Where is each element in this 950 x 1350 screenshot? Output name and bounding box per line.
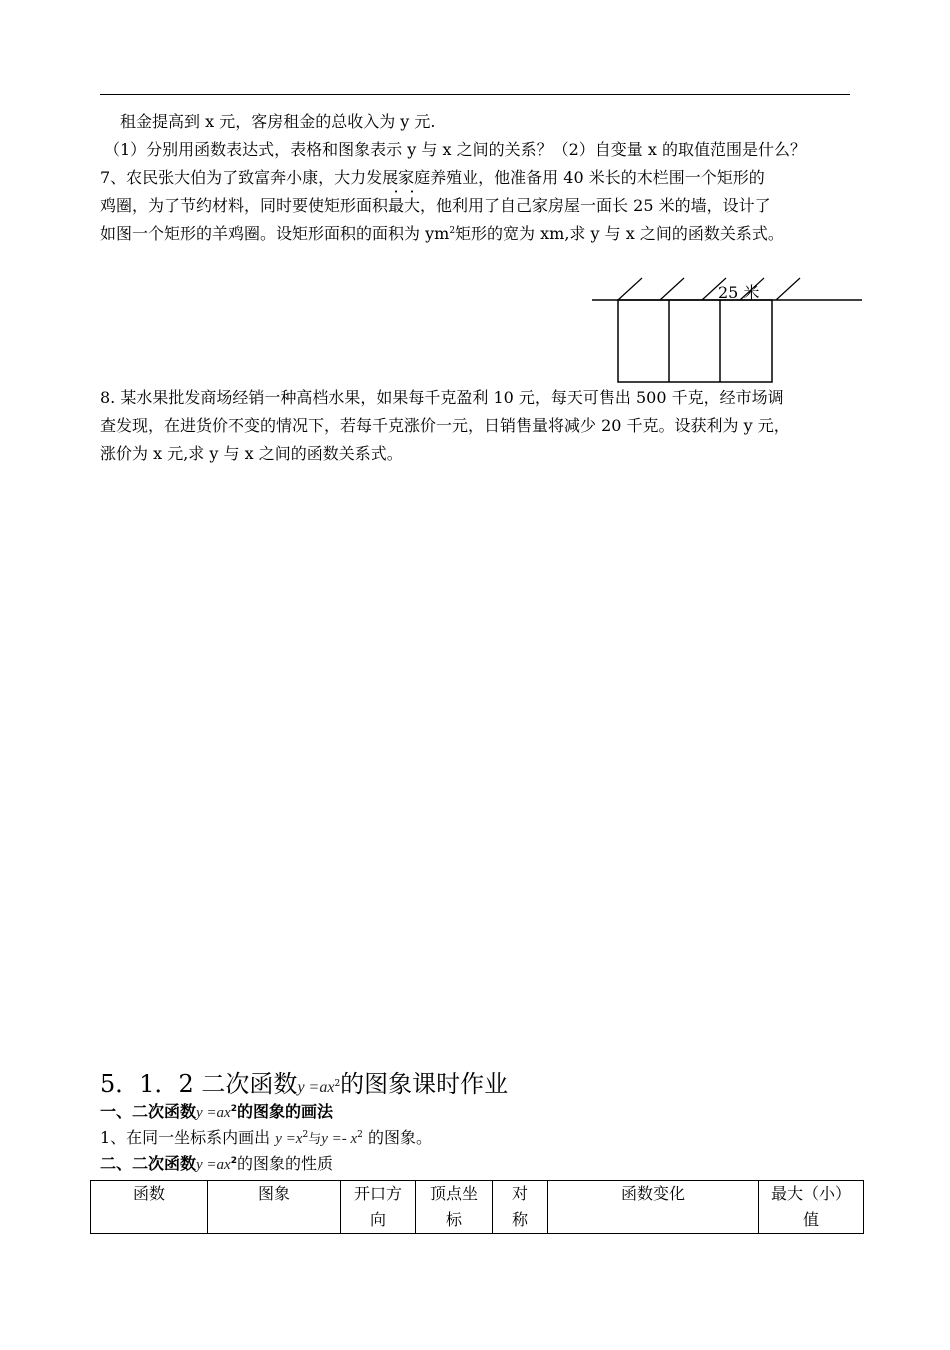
q7-text: 鸡圈，为了节约材料，同时要使矩形面积 xyxy=(100,196,389,215)
item-text: 1、在同一坐标系内画出 xyxy=(100,1128,271,1147)
item-text: 与 xyxy=(308,1132,322,1147)
heading-2 xyxy=(100,1154,333,1175)
emphasis-char: 最 xyxy=(388,196,405,215)
table-header-cell: 函数 xyxy=(91,1181,208,1234)
table-header-cell: 函数变化 xyxy=(548,1181,759,1234)
q8-line-1: 8. 某水果批发商场经销一种高档水果，如果每千克盈利 10 元，每天可售出 500 千克，经市场调 xyxy=(100,388,784,407)
heading-text: 一、二次函数 xyxy=(100,1102,197,1121)
wall-hatch xyxy=(776,278,800,300)
text-line-questions: （1）分别用函数表达式，表格和图象表示 y 与 x 之间的关系？（2）自变量 x 的取值范围是什么？ xyxy=(104,140,806,159)
math-expression: y =- x xyxy=(321,1131,358,1147)
q7-text: ，他利用了自己家房屋一面长 25 米的墙，设计了 xyxy=(420,196,771,215)
text-line-rent: 租金提高到 x 元，客房租金的总收入为 y 元. xyxy=(120,112,436,131)
q8-line-3: 涨价为 x 元,求 y 与 x 之间的函数关系式。 xyxy=(100,444,403,463)
superscript: 2 xyxy=(357,1130,363,1140)
q7-line-1: 7、农民张大伯为了致富奔小康，大力发展家庭养殖业，他准备用 40 米长的木栏围一个矩形的 xyxy=(100,168,765,187)
q7-text: 矩形的宽为 xm,求 y 与 x 之间的函数关系式。 xyxy=(455,224,784,243)
superscript: 2 xyxy=(230,1104,237,1114)
table-row xyxy=(91,1181,864,1234)
properties-table xyxy=(90,1180,864,1234)
header-rule xyxy=(100,94,850,95)
item-text: 的图象。 xyxy=(367,1128,432,1147)
superscript: 2 xyxy=(449,226,456,236)
heading-1 xyxy=(100,1102,333,1123)
item-1 xyxy=(100,1128,432,1150)
heading-text: 的图象的画法 xyxy=(236,1102,333,1121)
superscript: 2 xyxy=(302,1130,309,1140)
title-text: 的图象课时作业 xyxy=(340,1070,509,1098)
pen-diagram xyxy=(590,272,870,388)
q8-line-2: 查发现，在进货价不变的情况下，若每千克涨价一元，日销售量将减少 20 千克。设获利为 y 元， xyxy=(100,416,790,435)
emphasis-char: 大 xyxy=(404,196,421,215)
table-header-cell: 开口方 向 xyxy=(341,1181,416,1234)
math-expression: y =ax xyxy=(297,1079,335,1096)
superscript: 2 xyxy=(334,1079,341,1089)
wall-hatch xyxy=(660,278,684,300)
table-header-cell: 最大（小） 值 xyxy=(759,1181,864,1234)
superscript: 2 xyxy=(230,1156,237,1166)
heading-text: 的图象的性质 xyxy=(236,1154,333,1173)
wall-length-label: 25 米 xyxy=(718,283,760,302)
math-expression: y =ax xyxy=(196,1105,231,1121)
q7-line-3 xyxy=(100,224,784,244)
table-header-cell: 图象 xyxy=(208,1181,341,1234)
wall-hatch xyxy=(618,278,642,300)
table-header-cell: 对 称 xyxy=(493,1181,548,1234)
pen-rectangle xyxy=(618,300,772,382)
section-title xyxy=(100,1068,508,1104)
title-text: 5．1．2 二次函数 xyxy=(100,1070,298,1098)
q7-text: 如图一个矩形的羊鸡圈。设矩形面积的面积为 ym xyxy=(100,224,450,243)
q7-line-2 xyxy=(100,196,771,216)
math-expression: y =x xyxy=(275,1131,303,1147)
table-header-cell: 顶点坐 标 xyxy=(416,1181,493,1234)
math-expression: y =ax xyxy=(196,1157,231,1173)
heading-text: 二、二次函数 xyxy=(100,1154,197,1173)
